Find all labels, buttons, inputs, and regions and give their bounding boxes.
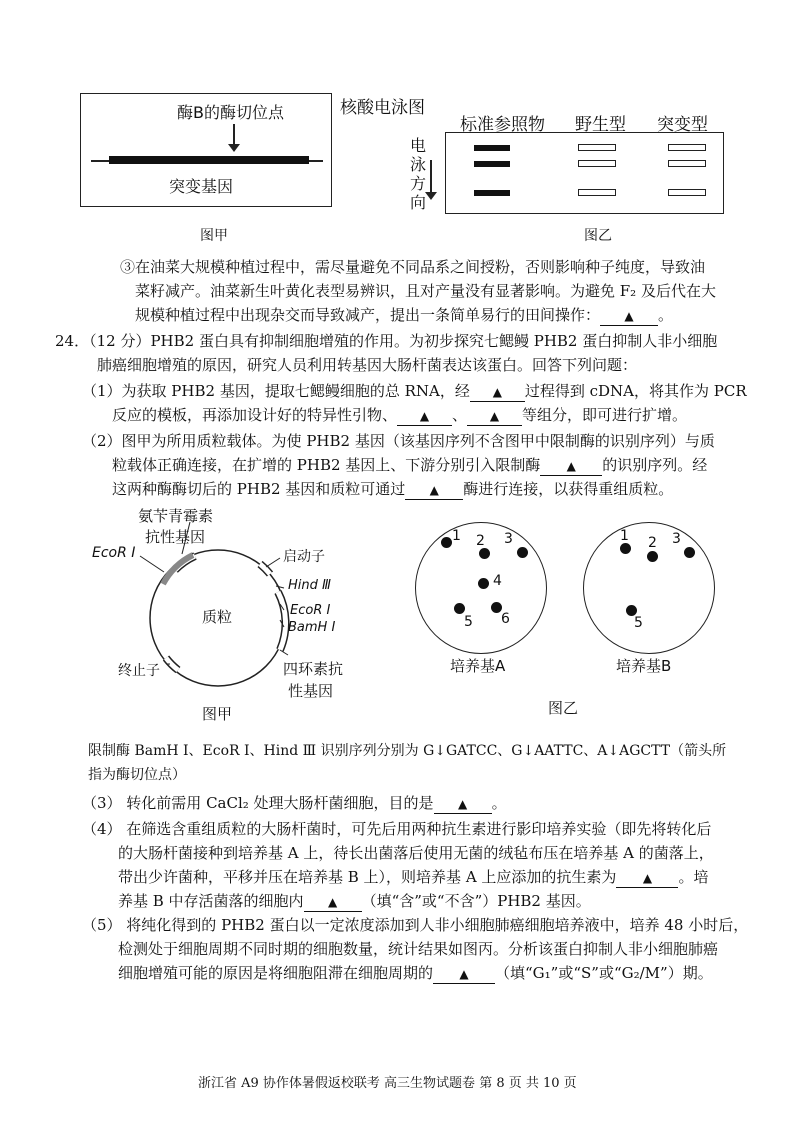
mutant-gene-bar [109, 156, 309, 164]
colony [441, 537, 452, 548]
direction-arrowhead-icon [425, 192, 437, 200]
band [474, 161, 510, 167]
band [474, 190, 510, 196]
colony [647, 551, 658, 562]
gel-box [445, 132, 724, 214]
terminator-label: 终止子 [118, 663, 160, 679]
colony-label: 6 [501, 611, 510, 627]
answer-blank[interactable]: ▲ [600, 307, 658, 326]
tet-label-2: 性基因 [288, 682, 334, 700]
colony-label: 1 [620, 528, 629, 544]
answer-blank[interactable]: ▲ [470, 383, 525, 402]
colony-label: 5 [464, 614, 473, 630]
plate-b-label: 培养基B [616, 657, 672, 675]
answer-blank[interactable]: ▲ [467, 407, 522, 426]
enzyme-note-line1: 限制酶 BamH Ⅰ、EcoR Ⅰ、Hind Ⅲ 识别序列分别为 G↓GATCC、G↓AATTC、A↓AGCTT（箭头所 [88, 743, 727, 759]
promoter-label: 启动子 [283, 549, 325, 565]
q24-part3: （3） 转化前需用 CaCl₂ 处理大肠杆菌细胞，目的是 ▲ 。 [82, 794, 507, 812]
q24-part5-line3: 细胞增殖可能的原因是将细胞阻滞在细胞周期的 ▲ （填“G₁”或“S”或“G₂/M”）期。 [118, 964, 713, 982]
q24-intro-line2: 肺癌细胞增殖的原因，研究人员利用转基因大肠杆菌表达该蛋白。回答下列问题： [97, 356, 638, 374]
direction-arrow-icon [430, 160, 432, 194]
q24-part5-line2: 检测处于细胞周期不同时期的细胞数量，统计结果如图丙。分析该蛋白抑制人非小细胞肺癌 [118, 940, 719, 958]
colony-label: 1 [452, 528, 461, 544]
q24-part4-line4: 养基 B 中存活菌落的细胞内 ▲ （填“含”或“不含”）PHB2 基因。 [118, 892, 591, 910]
item3-line2: 菜籽减产。油菜新生叶黄化表型易辨识，且对产量没有显著影响。为避免 F₂ 及后代在大 [135, 282, 716, 300]
answer-blank[interactable]: ▲ [433, 965, 495, 984]
colony [479, 548, 490, 559]
colony-label: 5 [634, 615, 643, 631]
col-mutant-label: 突变型 [657, 115, 708, 135]
band [578, 144, 616, 151]
answer-blank[interactable]: ▲ [434, 795, 492, 814]
colony [454, 603, 465, 614]
q24-part1-line1: （1）为获取 PHB2 基因，提取七鳃鳗细胞的总 RNA，经 ▲ 过程得到 cDNA，将其作为 PCR [82, 382, 747, 400]
q24-part2-line1: （2）图甲为所用质粒载体。为使 PHB2 基因（该基因序列不含图甲中限制酶的识别序列）与质 [82, 432, 715, 450]
tet-label-1: 四环素抗 [283, 660, 344, 678]
bamhi-label: BamH Ⅰ [288, 620, 336, 635]
colony [620, 543, 631, 554]
q24-part4-line2: 的大肠杆菌接种到培养基 A 上，待长出菌落后使用无菌的绒毡布压在培养基 A 的菌落上， [118, 844, 714, 862]
ecori-left-pointer [140, 556, 164, 572]
amp-label-2: 抗性基因 [145, 528, 206, 546]
plates-caption: 图乙 [548, 699, 579, 717]
plasmid-caption: 图甲 [202, 705, 233, 723]
col-wild-label: 野生型 [575, 115, 626, 135]
figure-jia-gene-box [80, 93, 332, 207]
colony-label: 4 [493, 573, 502, 589]
band [578, 189, 616, 196]
q24-part5-line1: （5） 将纯化得到的 PHB2 蛋白以一定浓度添加到人非小细胞肺癌细胞培养液中，培养 48 小时后， [82, 916, 749, 934]
q24-part2-line3: 这两种酶酶切后的 PHB2 基因和质粒可通过 ▲ 酶进行连接，以获得重组质粒。 [112, 480, 674, 498]
colony-label: 2 [648, 535, 657, 551]
band [578, 160, 616, 167]
colony-label: 3 [672, 531, 681, 547]
answer-blank[interactable]: ▲ [405, 481, 463, 500]
figure-yi-top-caption: 图乙 [584, 228, 612, 244]
mutant-gene-label: 突变基因 [169, 177, 234, 196]
enzyme-note-line2: 指为酶切位点） [88, 767, 186, 783]
q24-part1-line2: 反应的模板，再添加设计好的特异性引物、 ▲ 、 ▲ 等组分，即可进行扩增。 [112, 406, 688, 424]
band [668, 189, 706, 196]
colony-label: 3 [504, 531, 513, 547]
electrophoresis-title: 核酸电泳图 [340, 98, 425, 118]
center-label: 质粒 [202, 608, 233, 626]
enzyme-b-site-label: 酶B的酶切位点 [177, 103, 284, 122]
hindiii-label: Hind Ⅲ [288, 578, 331, 593]
colony [684, 547, 695, 558]
answer-blank[interactable]: ▲ [616, 869, 678, 888]
ecori-right-label: EcoR Ⅰ [290, 603, 331, 618]
colony-label: 2 [476, 533, 485, 549]
q24-part2-line2: 粒载体正确连接，在扩增的 PHB2 基因上、下游分别引入限制酶 ▲ 的识别序列。经 [112, 456, 708, 474]
figure-jia-top-caption: 图甲 [200, 228, 228, 244]
ecori-left-label: EcoR Ⅰ [92, 545, 136, 561]
q24-intro-line1: 24．（12 分）PHB2 蛋白具有抑制细胞增殖的作用。为初步探究七鳃鳗 PHB2 蛋白抑制人非小细胞 [55, 332, 718, 350]
q24-part4-line3: 带出少许菌种，平移并压在培养基 B 上），则培养基 A 上应添加的抗生素为 ▲ 。培 [118, 868, 709, 886]
item3-line1: ③在油菜大规模种植过程中，需尽量避免不同品系之间授粉，否则影响种子纯度，导致油 [120, 258, 706, 276]
answer-blank[interactable]: ▲ [304, 893, 362, 912]
band [668, 144, 706, 151]
col-standard-label: 标准参照物 [460, 115, 545, 135]
page-footer: 浙江省 A9 协作体暑假返校联考 高三生物试题卷 第 8 页 共 10 页 [198, 1076, 577, 1091]
direction-label: 电 泳 方 向 [410, 136, 427, 212]
item3-line3: 规模种植过程中出现杂交而导致减产，提出一条简单易行的田间操作： ▲ 。 [135, 306, 674, 324]
down-arrow-icon [233, 124, 235, 146]
colony [478, 578, 489, 589]
colony [517, 547, 528, 558]
band [668, 160, 706, 167]
plate-a-label: 培养基A [450, 657, 506, 675]
arrow-head-icon [228, 144, 240, 152]
band [474, 145, 510, 151]
q24-part4-line1: （4） 在筛选含重组质粒的大肠杆菌时，可先后用两种抗生素进行影印培养实验（即先将转化后 [82, 820, 712, 838]
amp-label-1: 氨苄青霉素 [138, 507, 214, 525]
plate-b [583, 522, 715, 654]
plate-a [415, 522, 547, 654]
answer-blank[interactable]: ▲ [540, 457, 602, 476]
answer-blank[interactable]: ▲ [397, 407, 452, 426]
